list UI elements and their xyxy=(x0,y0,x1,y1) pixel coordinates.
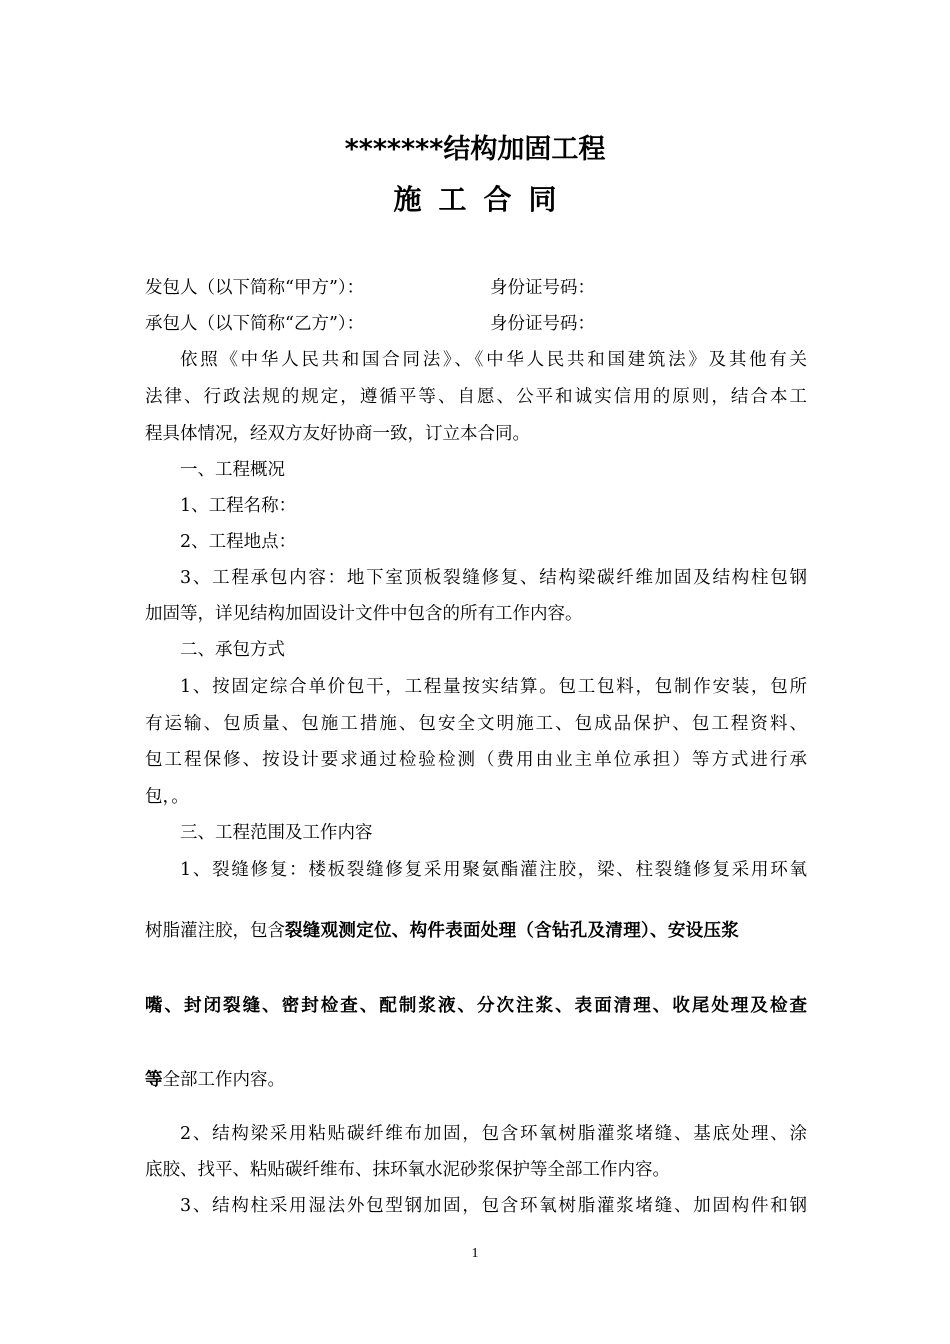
scope-line: 3、工程承包内容：地下室顶板裂缝修复、结构梁碳纤维加固及结构柱包钢 xyxy=(180,568,807,588)
work-content-text: 全部工作内容。 xyxy=(162,1070,285,1090)
intro-line: 依照《中华人民共和国合同法》、《中华人民共和国建筑法》及其他有关 xyxy=(180,350,807,370)
work-content-line: 2、结构梁采用粘贴碳纤维布加固，包含环氧树脂灌浆堵缝、基底处理、涂 xyxy=(180,1124,807,1144)
project-location-label: 2、工程地点： xyxy=(180,532,297,552)
work-content-line: 底胶、找平、粘贴碳纤维布、抹环氧水泥砂浆保护等全部工作内容。 xyxy=(145,1160,670,1180)
contract-method-line: 有运输、包质量、包施工措施、包安全文明施工、包成品保护、包工程资料、 xyxy=(145,714,807,734)
section-heading: 二、承包方式 xyxy=(180,640,285,660)
work-content-text: 树脂灌注胶，包含 xyxy=(145,921,285,941)
project-name-label: 1、工程名称： xyxy=(180,496,297,516)
work-content-emphasis: 嘴、封闭裂缝、密封检查、配制浆液、分次注浆、表面清理、收尾处理及检查 xyxy=(145,996,807,1016)
section-heading: 三、工程范围及工作内容 xyxy=(180,823,373,843)
contract-method-line: 1、按固定综合单价包干，工程量按实结算。包工包料，包制作安装，包所 xyxy=(180,677,807,697)
work-content-line xyxy=(145,917,807,945)
scope-line: 加固等，详见结构加固设计文件中包含的所有工作内容。 xyxy=(145,604,583,624)
work-content-line xyxy=(145,1066,807,1094)
contract-method-line: 包，。 xyxy=(145,787,189,807)
intro-line: 法律、行政法规的规定，遵循平等、自愿、公平和诚实信用的原则，结合本工 xyxy=(145,387,807,407)
page-number: 1 xyxy=(471,1246,479,1261)
party-a-label: 发包人（以下简称“甲方”）： xyxy=(145,278,365,298)
document-title: *******结构加固工程 xyxy=(344,134,606,165)
intro-line: 程具体情况，经双方友好协商一致，订立本合同。 xyxy=(145,424,530,444)
party-b-id-label: 身份证号码： xyxy=(490,314,595,334)
contract-method-line: 包工程保修、按设计要求通过检验检测（费用由业主单位承担）等方式进行承 xyxy=(145,750,807,770)
party-a-id-label: 身份证号码： xyxy=(490,278,595,298)
work-content-line: 1、裂缝修复：楼板裂缝修复采用聚氨酯灌注胶，梁、柱裂缝修复采用环氧 xyxy=(180,860,807,880)
document-subtitle: 施工合同 xyxy=(393,183,574,216)
work-content-emphasis: 等 xyxy=(145,1070,163,1090)
work-content-emphasis: 裂缝观测定位、构件表面处理（含钻孔及清理）、安设压浆 xyxy=(285,921,740,941)
section-heading: 一、工程概况 xyxy=(180,460,285,480)
work-content-line: 3、结构柱采用湿法外包型钢加固，包含环氧树脂灌浆堵缝、加固构件和钢 xyxy=(180,1196,807,1216)
party-b-label: 承包人（以下简称“乙方”）： xyxy=(145,314,365,334)
